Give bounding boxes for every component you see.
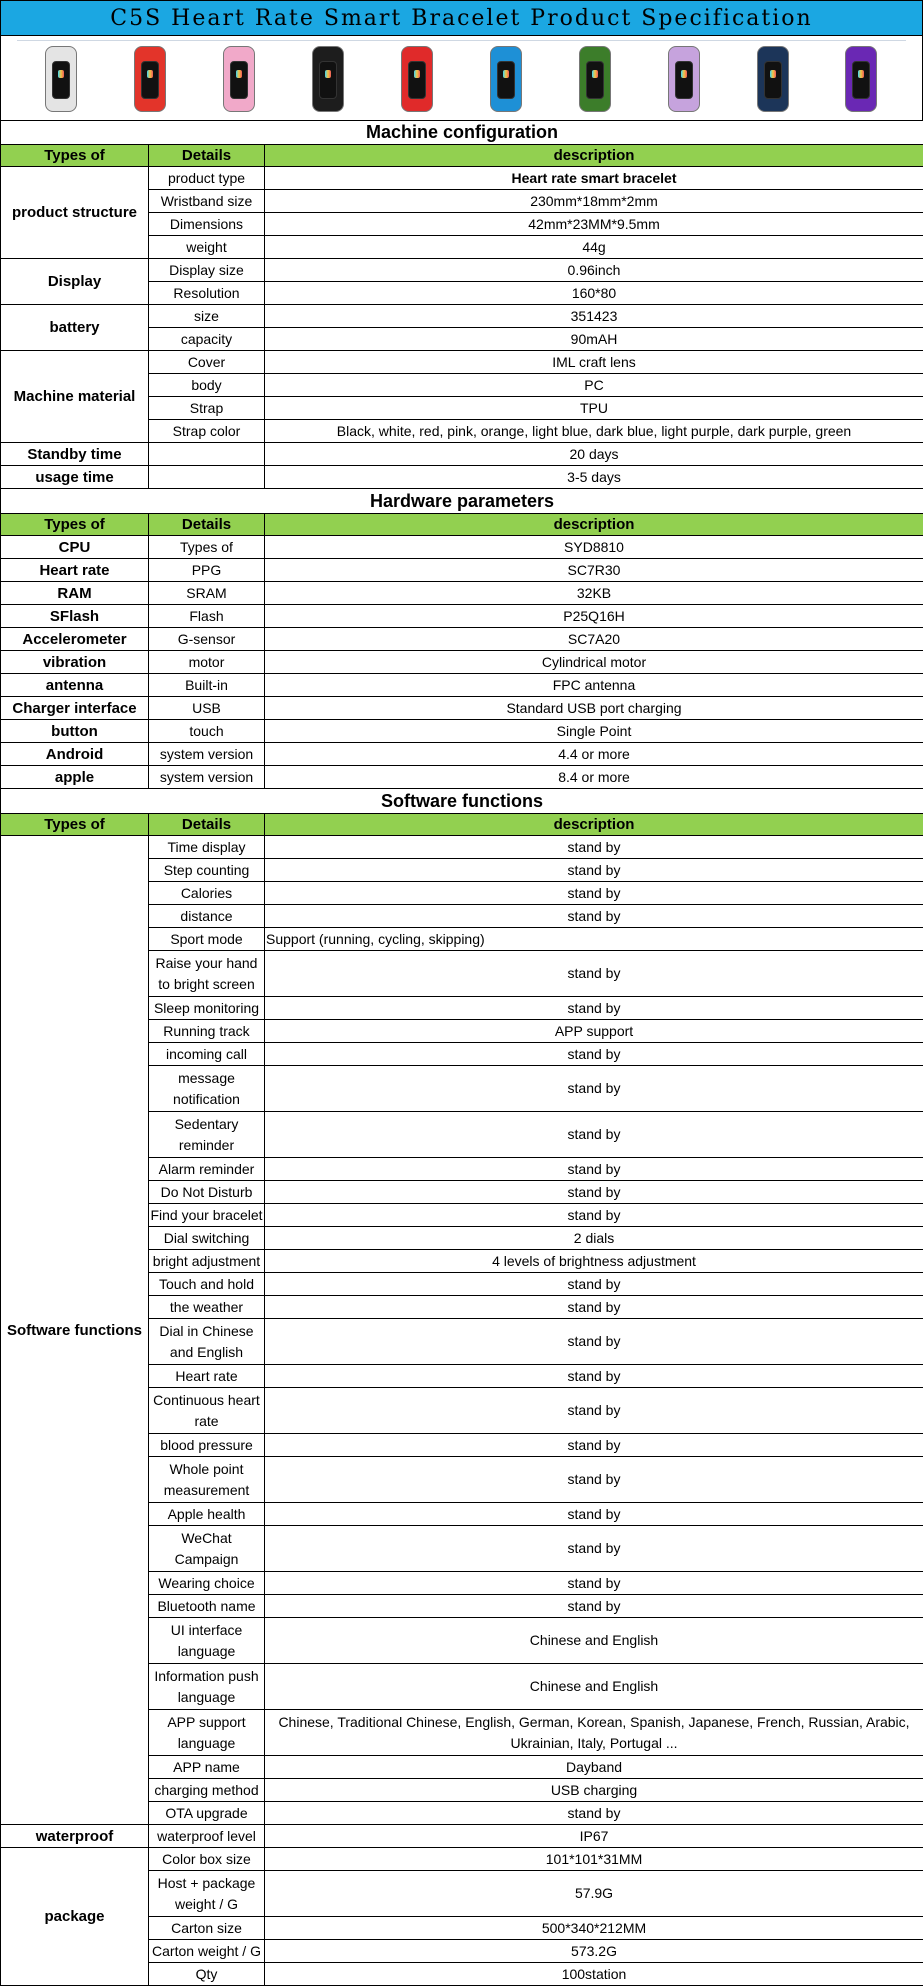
- header-details: Details: [149, 814, 265, 836]
- value-cell: Dayband: [265, 1756, 923, 1779]
- category-cell: button: [1, 720, 149, 743]
- table-row: [1, 536, 923, 559]
- detail-cell: system version: [149, 766, 265, 789]
- detail-cell: Color box size: [149, 1848, 265, 1871]
- bracelet-screen: [586, 61, 604, 99]
- bracelet-screen: [230, 61, 248, 99]
- value-cell: 32KB: [265, 582, 923, 605]
- category-cell: antenna: [1, 674, 149, 697]
- light-purple-band-image: [668, 46, 700, 112]
- header-description: description: [265, 514, 923, 536]
- black-band-image: [312, 46, 344, 112]
- value-cell: 500*340*212MM: [265, 1917, 923, 1940]
- category-cell: SFlash: [1, 605, 149, 628]
- dark-blue-band-image: [757, 46, 789, 112]
- detail-cell: body: [149, 374, 265, 397]
- detail-cell: waterproof level: [149, 1825, 265, 1848]
- category-cell: vibration: [1, 651, 149, 674]
- detail-cell: Strap: [149, 397, 265, 420]
- product-color-strip: [0, 36, 923, 120]
- software-section-title: Software functions: [1, 789, 923, 814]
- detail-cell: weight: [149, 236, 265, 259]
- value-cell: stand by: [265, 1802, 923, 1825]
- category-cell: RAM: [1, 582, 149, 605]
- category-cell: Charger interface: [1, 697, 149, 720]
- value-cell: stand by: [265, 1043, 923, 1066]
- detail-cell: Types of: [149, 536, 265, 559]
- table-row: [1, 305, 923, 328]
- detail-cell: Do Not Disturb: [149, 1181, 265, 1204]
- detail-cell: Heart rate: [149, 1365, 265, 1388]
- detail-cell: size: [149, 305, 265, 328]
- value-cell: stand by: [265, 1204, 923, 1227]
- table-row: [1, 697, 923, 720]
- value-cell: Support (running, cycling, skipping): [265, 928, 923, 951]
- detail-cell: Running track: [149, 1020, 265, 1043]
- detail-cell: blood pressure: [149, 1434, 265, 1457]
- header-row: [1, 145, 923, 167]
- detail-cell: Wearing choice: [149, 1572, 265, 1595]
- detail-cell: Touch and hold: [149, 1273, 265, 1296]
- detail-cell: Time display: [149, 836, 265, 859]
- detail-cell: Sedentary reminder: [149, 1112, 265, 1158]
- value-cell: stand by: [265, 1457, 923, 1503]
- detail-cell: APP name: [149, 1756, 265, 1779]
- detail-cell: Strap color: [149, 420, 265, 443]
- detail-cell: Continuous heart rate: [149, 1388, 265, 1434]
- detail-cell: distance: [149, 905, 265, 928]
- value-cell: SC7R30: [265, 559, 923, 582]
- category-cell: Standby time: [1, 443, 149, 466]
- detail-cell: PPG: [149, 559, 265, 582]
- detail-cell: capacity: [149, 328, 265, 351]
- spec-table: [0, 120, 923, 1986]
- table-row: [1, 582, 923, 605]
- detail-cell: Bluetooth name: [149, 1595, 265, 1618]
- header-details: Details: [149, 514, 265, 536]
- value-cell: IML craft lens: [265, 351, 923, 374]
- table-row: [1, 628, 923, 651]
- table-row: [1, 1825, 923, 1848]
- detail-cell: charging method: [149, 1779, 265, 1802]
- detail-cell: USB: [149, 697, 265, 720]
- bracelet-screen: [497, 61, 515, 99]
- bracelet-screen: [52, 61, 70, 99]
- detail-cell: touch: [149, 720, 265, 743]
- category-cell: Software functions: [1, 836, 149, 1825]
- header-types: Types of: [1, 514, 149, 536]
- header-description: description: [265, 814, 923, 836]
- red-band-2-image: [401, 46, 433, 112]
- bracelet-screen: [764, 61, 782, 99]
- detail-cell: Raise your hand to bright screen: [149, 951, 265, 997]
- category-cell: usage time: [1, 466, 149, 489]
- value-cell: 4 levels of brightness adjustment: [265, 1250, 923, 1273]
- machine-section-title: Machine configuration: [1, 121, 923, 145]
- category-cell: Heart rate: [1, 559, 149, 582]
- value-cell: 4.4 or more: [265, 743, 923, 766]
- header-description: description: [265, 145, 923, 167]
- detail-cell: system version: [149, 743, 265, 766]
- value-cell: 3-5 days: [265, 466, 923, 489]
- value-cell: IP67: [265, 1825, 923, 1848]
- category-cell: package: [1, 1848, 149, 1986]
- value-cell: FPC antenna: [265, 674, 923, 697]
- value-cell: 20 days: [265, 443, 923, 466]
- value-cell: Heart rate smart bracelet: [265, 167, 923, 190]
- detail-cell: SRAM: [149, 582, 265, 605]
- category-cell: Android: [1, 743, 149, 766]
- table-row: [1, 743, 923, 766]
- table-row: [1, 351, 923, 374]
- pink-band-image: [223, 46, 255, 112]
- table-row: [1, 259, 923, 282]
- value-cell: 100station: [265, 1963, 923, 1986]
- value-cell: SYD8810: [265, 536, 923, 559]
- table-row: [1, 1848, 923, 1871]
- machine-section-row: [1, 121, 923, 145]
- table-row: [1, 836, 923, 859]
- value-cell: P25Q16H: [265, 605, 923, 628]
- value-cell: stand by: [265, 1158, 923, 1181]
- value-cell: 8.4 or more: [265, 766, 923, 789]
- detail-cell: Carton weight / G: [149, 1940, 265, 1963]
- detail-cell: Sport mode: [149, 928, 265, 951]
- value-cell: Chinese and English: [265, 1664, 923, 1710]
- value-cell: stand by: [265, 882, 923, 905]
- detail-cell: OTA upgrade: [149, 1802, 265, 1825]
- detail-cell: Alarm reminder: [149, 1158, 265, 1181]
- value-cell: 42mm*23MM*9.5mm: [265, 213, 923, 236]
- value-cell: stand by: [265, 1181, 923, 1204]
- detail-cell: the weather: [149, 1296, 265, 1319]
- green-band-image: [579, 46, 611, 112]
- page-title: C5S Heart Rate Smart Bracelet Product Specification: [0, 0, 923, 36]
- detail-cell: Calories: [149, 882, 265, 905]
- value-cell: 44g: [265, 236, 923, 259]
- detail-cell: Apple health: [149, 1503, 265, 1526]
- value-cell: stand by: [265, 997, 923, 1020]
- value-cell: 573.2G: [265, 1940, 923, 1963]
- detail-cell: product type: [149, 167, 265, 190]
- value-cell: stand by: [265, 1365, 923, 1388]
- value-cell: Cylindrical motor: [265, 651, 923, 674]
- detail-cell: Dimensions: [149, 213, 265, 236]
- value-cell: Black, white, red, pink, orange, light blue, dark blue, light purple, dark purple, green: [265, 420, 923, 443]
- bracelet-screen: [319, 61, 337, 99]
- category-cell: Display: [1, 259, 149, 305]
- hardware-section-row: [1, 489, 923, 514]
- detail-cell: [149, 466, 265, 489]
- table-row: [1, 651, 923, 674]
- table-row: [1, 605, 923, 628]
- detail-cell: Step counting: [149, 859, 265, 882]
- white-band-image: [45, 46, 77, 112]
- value-cell: stand by: [265, 836, 923, 859]
- detail-cell: motor: [149, 651, 265, 674]
- software-section-row: [1, 789, 923, 814]
- header-types: Types of: [1, 814, 149, 836]
- detail-cell: Qty: [149, 1963, 265, 1986]
- category-cell: waterproof: [1, 1825, 149, 1848]
- hardware-section-title: Hardware parameters: [1, 489, 923, 514]
- detail-cell: Built-in: [149, 674, 265, 697]
- bracelet-screen: [141, 61, 159, 99]
- value-cell: APP support: [265, 1020, 923, 1043]
- bracelet-screen: [852, 61, 870, 99]
- detail-cell: bright adjustment: [149, 1250, 265, 1273]
- value-cell: stand by: [265, 1526, 923, 1572]
- detail-cell: Resolution: [149, 282, 265, 305]
- value-cell: stand by: [265, 1066, 923, 1112]
- value-cell: 230mm*18mm*2mm: [265, 190, 923, 213]
- bracelet-screen: [408, 61, 426, 99]
- table-row: [1, 559, 923, 582]
- value-cell: stand by: [265, 1595, 923, 1618]
- detail-cell: Host + package weight / G: [149, 1871, 265, 1917]
- value-cell: 2 dials: [265, 1227, 923, 1250]
- detail-cell: G-sensor: [149, 628, 265, 651]
- table-row: [1, 674, 923, 697]
- value-cell: Chinese and English: [265, 1618, 923, 1664]
- category-cell: battery: [1, 305, 149, 351]
- light-blue-band-image: [490, 46, 522, 112]
- detail-cell: Whole point measurement: [149, 1457, 265, 1503]
- detail-cell: message notification: [149, 1066, 265, 1112]
- value-cell: stand by: [265, 1112, 923, 1158]
- table-row: [1, 443, 923, 466]
- value-cell: stand by: [265, 905, 923, 928]
- value-cell: stand by: [265, 1319, 923, 1365]
- value-cell: stand by: [265, 1388, 923, 1434]
- table-row: [1, 720, 923, 743]
- value-cell: stand by: [265, 1503, 923, 1526]
- detail-cell: Dial switching: [149, 1227, 265, 1250]
- value-cell: 101*101*31MM: [265, 1848, 923, 1871]
- value-cell: 90mAH: [265, 328, 923, 351]
- table-row: [1, 466, 923, 489]
- value-cell: SC7A20: [265, 628, 923, 651]
- detail-cell: Sleep monitoring: [149, 997, 265, 1020]
- header-row: [1, 514, 923, 536]
- table-row: [1, 766, 923, 789]
- detail-cell: Wristband size: [149, 190, 265, 213]
- detail-cell: WeChat Campaign: [149, 1526, 265, 1572]
- detail-cell: Dial in Chinese and English: [149, 1319, 265, 1365]
- value-cell: 351423: [265, 305, 923, 328]
- detail-cell: APP support language: [149, 1710, 265, 1756]
- category-cell: product structure: [1, 167, 149, 259]
- value-cell: stand by: [265, 951, 923, 997]
- dark-purple-band-image: [845, 46, 877, 112]
- value-cell: stand by: [265, 1572, 923, 1595]
- value-cell: stand by: [265, 1296, 923, 1319]
- bracelet-screen: [675, 61, 693, 99]
- table-row: [1, 167, 923, 190]
- detail-cell: Cover: [149, 351, 265, 374]
- detail-cell: Information push language: [149, 1664, 265, 1710]
- value-cell: Standard USB port charging: [265, 697, 923, 720]
- value-cell: stand by: [265, 859, 923, 882]
- category-cell: Machine material: [1, 351, 149, 443]
- value-cell: 0.96inch: [265, 259, 923, 282]
- value-cell: PC: [265, 374, 923, 397]
- category-cell: apple: [1, 766, 149, 789]
- detail-cell: Flash: [149, 605, 265, 628]
- detail-cell: UI interface language: [149, 1618, 265, 1664]
- detail-cell: [149, 443, 265, 466]
- value-cell: Chinese, Traditional Chinese, English, German, Korean, Spanish, Japanese, French, Russian, Arabic, Ukrainian, Italy, Portugal ...: [265, 1710, 923, 1756]
- detail-cell: Find your bracelet: [149, 1204, 265, 1227]
- value-cell: USB charging: [265, 1779, 923, 1802]
- detail-cell: incoming call: [149, 1043, 265, 1066]
- header-row: [1, 814, 923, 836]
- header-types: Types of: [1, 145, 149, 167]
- detail-cell: Carton size: [149, 1917, 265, 1940]
- header-details: Details: [149, 145, 265, 167]
- category-cell: Accelerometer: [1, 628, 149, 651]
- value-cell: stand by: [265, 1273, 923, 1296]
- value-cell: Single Point: [265, 720, 923, 743]
- value-cell: stand by: [265, 1434, 923, 1457]
- red-band-image: [134, 46, 166, 112]
- value-cell: 57.9G: [265, 1871, 923, 1917]
- value-cell: TPU: [265, 397, 923, 420]
- category-cell: CPU: [1, 536, 149, 559]
- value-cell: 160*80: [265, 282, 923, 305]
- detail-cell: Display size: [149, 259, 265, 282]
